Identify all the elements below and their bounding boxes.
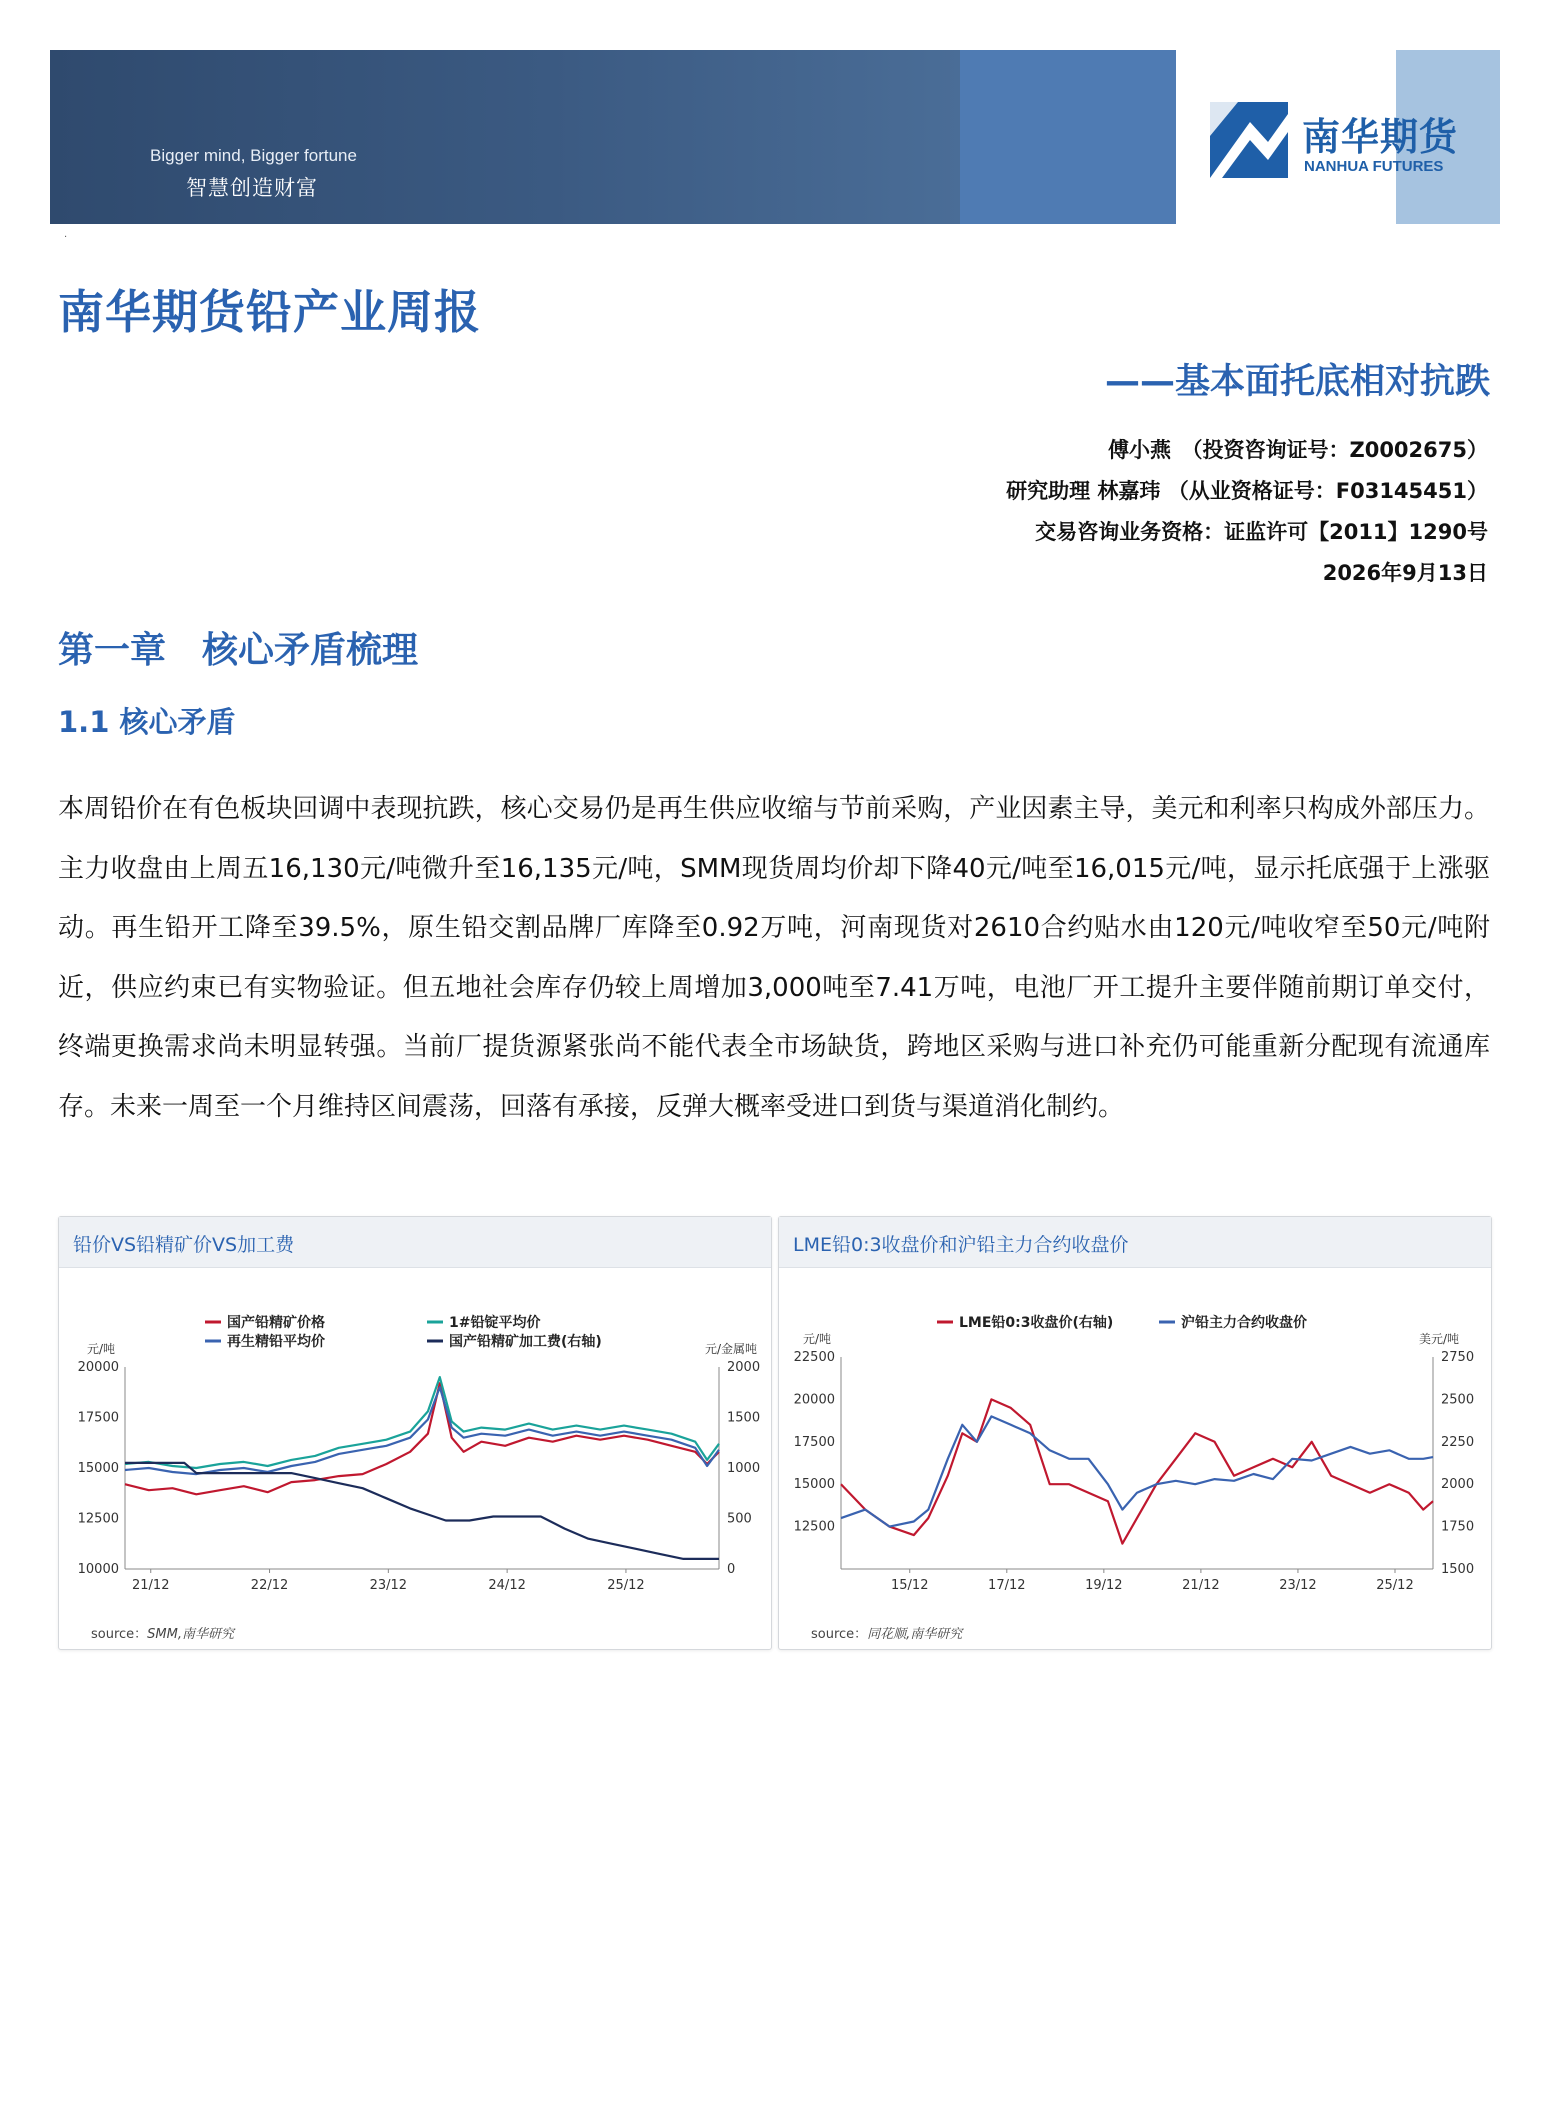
logo-text-english: NANHUA FUTURES [1304, 158, 1444, 175]
y2-tick-label: 500 [727, 1511, 752, 1527]
x-tick-label: 21/12 [1182, 1578, 1220, 1593]
legend-label: 国产铅精矿价格 [227, 1315, 325, 1331]
source-label: source： [811, 1627, 868, 1642]
legend-label: 1#铅锭平均价 [449, 1315, 541, 1331]
y2-tick-label: 2000 [727, 1360, 761, 1375]
chart-card-header [779, 1217, 1491, 1268]
chart-card-header [59, 1217, 771, 1268]
legend-label: LME铅0:3收盘价(右轴) [959, 1315, 1114, 1331]
x-tick-label: 24/12 [488, 1578, 526, 1593]
license-line: 交易咨询业务资格：证监许可【2011】1290号 [1035, 520, 1488, 544]
series-line-0 [125, 1383, 719, 1494]
source-text: SMM,南华研究 [147, 1627, 234, 1642]
page-marker: · [64, 232, 68, 243]
series-line-1 [125, 1377, 719, 1468]
legend-label: 再生精铅平均价 [227, 1334, 325, 1350]
y-tick-label: 17500 [77, 1410, 119, 1426]
assistant-line: 研究助理 林嘉玮 （从业资格证号：F03145451） [1006, 479, 1488, 503]
chart-lme-shfe-lead [779, 1269, 1491, 1619]
y-tick-label: 12500 [77, 1511, 119, 1527]
y2-tick-label: 2500 [1441, 1392, 1475, 1408]
legend-label: 国产铅精矿加工费(右轴) [449, 1334, 602, 1350]
x-tick-label: 23/12 [369, 1578, 408, 1593]
chart-source [811, 1623, 962, 1642]
report-title: 南华期货铅产业周报 [58, 285, 481, 339]
chart-title: 铅价VS铅精矿价VS加工费 [73, 1234, 295, 1256]
series-line-2 [125, 1387, 719, 1474]
y2-tick-label: 1750 [1441, 1519, 1475, 1535]
y-tick-label: 17500 [793, 1434, 835, 1450]
x-tick-label: 15/12 [891, 1578, 929, 1593]
nanhua-logo-icon [1210, 102, 1288, 178]
source-label: source： [91, 1627, 148, 1642]
report-subtitle: ——基本面托底相对抗跌 [1104, 362, 1490, 402]
series-line-0 [841, 1399, 1433, 1543]
author-line: 傅小燕 （投资咨询证号：Z0002675） [1107, 438, 1488, 462]
chart-card-left [58, 1216, 772, 1650]
x-tick-label: 21/12 [132, 1578, 170, 1593]
y-tick-label: 22500 [793, 1350, 835, 1365]
slogan-english: Bigger mind, Bigger fortune [150, 146, 357, 165]
y2-tick-label: 0 [727, 1562, 736, 1577]
x-tick-label: 25/12 [1376, 1578, 1414, 1593]
y2-tick-label: 2750 [1441, 1350, 1475, 1365]
y-tick-label: 10000 [77, 1562, 119, 1577]
series-line-1 [841, 1416, 1433, 1526]
chart-source [91, 1623, 234, 1642]
author-block [1006, 430, 1488, 594]
legend-label: 沪铅主力合约收盘价 [1181, 1315, 1307, 1331]
section-heading: 1.1 核心矛盾 [58, 705, 236, 739]
y2-tick-label: 1500 [727, 1410, 761, 1426]
y2-axis-unit-label: 元/金属吨 [705, 1342, 758, 1356]
x-tick-label: 19/12 [1085, 1578, 1123, 1593]
y-tick-label: 15000 [77, 1461, 119, 1476]
chart-card-right [778, 1216, 1492, 1650]
x-tick-label: 23/12 [1279, 1578, 1317, 1593]
y-axis-unit-label: 元/吨 [803, 1332, 832, 1346]
body-paragraph: 本周铅价在有色板块回调中表现抗跌，核心交易仍是再生供应收缩与节前采购，产业因素主导，美元和利率只构成外部压力。主力收盘由上周五16,130元/吨微升至16,135元/吨，SMM现货周均价却下降40元/吨至16,015元/吨，显示托底强于上涨驱动。再生铅开工降至39.5%，原生铅交割品牌厂库降至0.92万吨，河南现货对2610合约贴水由120元/吨收窄至50元/吨附近，供应约束已有实物验证。但五地社会库存仍较上周增加3,000吨至7.41万吨，电池厂开工提升主要伴随前期订单交付，终端更换需求尚未明显转强。当前厂提货源紧张尚不能代表全市场缺货，跨地区采购与进口补充仍可能重新分配现有流通库存。未来一周至一个月维持区间震荡，回落有承接，反弹大概率受进口到货与渠道消化制约。 [58, 794, 1490, 1122]
x-tick-label: 25/12 [607, 1578, 645, 1593]
y-tick-label: 15000 [793, 1477, 835, 1493]
y-tick-label: 20000 [77, 1360, 119, 1375]
report-date: 2026年9月13日 [1322, 561, 1488, 585]
header-banner [50, 50, 1500, 224]
y2-tick-label: 1000 [727, 1461, 761, 1476]
x-tick-label: 17/12 [988, 1578, 1026, 1593]
chart-lead-ore-fee [59, 1269, 771, 1619]
chapter-heading: 第一章 核心矛盾梳理 [58, 630, 419, 671]
y2-tick-label: 2250 [1441, 1434, 1475, 1450]
x-tick-label: 22/12 [250, 1578, 289, 1593]
y-tick-label: 20000 [793, 1392, 835, 1408]
chart-title: LME铅0:3收盘价和沪铅主力合约收盘价 [793, 1234, 1129, 1256]
logo-text-chinese: 南华期货 [1302, 115, 1459, 159]
y-axis-unit-label: 元/吨 [87, 1342, 116, 1356]
y2-axis-unit-label: 美元/吨 [1419, 1332, 1460, 1346]
series-line-3 [125, 1463, 719, 1559]
source-text: 同花顺,南华研究 [867, 1627, 963, 1642]
banner-mid-block [960, 50, 1176, 224]
y-tick-label: 12500 [793, 1519, 835, 1535]
y2-tick-label: 1500 [1441, 1562, 1475, 1577]
y2-tick-label: 2000 [1441, 1477, 1475, 1493]
slogan-chinese: 智慧创造财富 [186, 176, 318, 200]
